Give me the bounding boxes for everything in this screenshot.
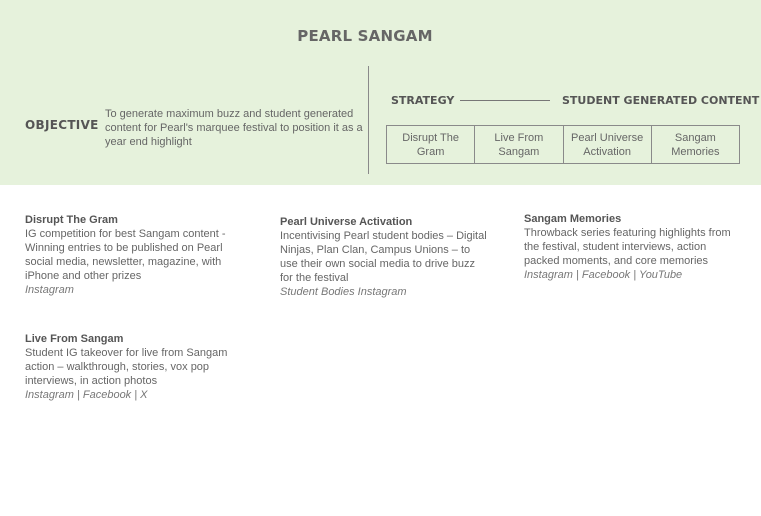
detail-body: IG competition for best Sangam content - Winning entries to be published on Pearl social media, newsletter, magazine, with iPhone and other prizes bbox=[25, 228, 226, 282]
detail-disrupt-the-gram bbox=[25, 213, 235, 297]
detail-title: Sangam Memories bbox=[524, 213, 622, 225]
detail-platforms: Student Bodies Instagram bbox=[280, 286, 407, 298]
detail-platforms: Instagram | Facebook | YouTube bbox=[524, 269, 683, 281]
detail-live-from-sangam bbox=[25, 332, 240, 402]
strategy-table bbox=[386, 125, 740, 164]
detail-pearl-universe-activation bbox=[280, 215, 490, 299]
strategy-cell-memories: Sangam Memories bbox=[671, 131, 720, 158]
strategy-cell-live: Live From Sangam bbox=[475, 126, 563, 163]
strategy-cell-universe: Pearl Universe Activation bbox=[564, 126, 652, 163]
strategy-outcome-label: STUDENT GENERATED CONTENT bbox=[562, 94, 760, 107]
header-banner bbox=[0, 0, 761, 185]
detail-body: Student IG takeover for live from Sangam action – walkthrough, stories, vox pop interviews, in action photos bbox=[25, 347, 228, 387]
objective-text: To generate maximum buzz and student generated content for Pearl's marquee festival to position it as a year end highlight bbox=[105, 108, 363, 148]
detail-title: Pearl Universe Activation bbox=[280, 216, 413, 228]
detail-body: Throwback series featuring highlights from the festival, student interviews, action packed moments, and core memories bbox=[524, 227, 731, 267]
detail-title: Live From Sangam bbox=[25, 333, 124, 345]
detail-sangam-memories bbox=[524, 212, 739, 282]
detail-platforms: Instagram bbox=[25, 284, 74, 296]
detail-platforms: Instagram | Facebook | X bbox=[25, 389, 148, 401]
page-title: PEARL SANGAM bbox=[297, 27, 433, 45]
strategy-label: STRATEGY bbox=[391, 94, 455, 107]
detail-body: Incentivising Pearl student bodies – Digital Ninjas, Plan Clan, Campus Unions – to use their own social media to drive buzz for the festival bbox=[280, 230, 487, 284]
detail-title: Disrupt The Gram bbox=[25, 214, 118, 226]
strategy-connector-line bbox=[460, 100, 550, 101]
vertical-divider bbox=[368, 66, 369, 174]
objective-label: OBJECTIVE bbox=[25, 118, 99, 132]
strategy-cell-disrupt: Disrupt The Gram bbox=[387, 126, 475, 163]
